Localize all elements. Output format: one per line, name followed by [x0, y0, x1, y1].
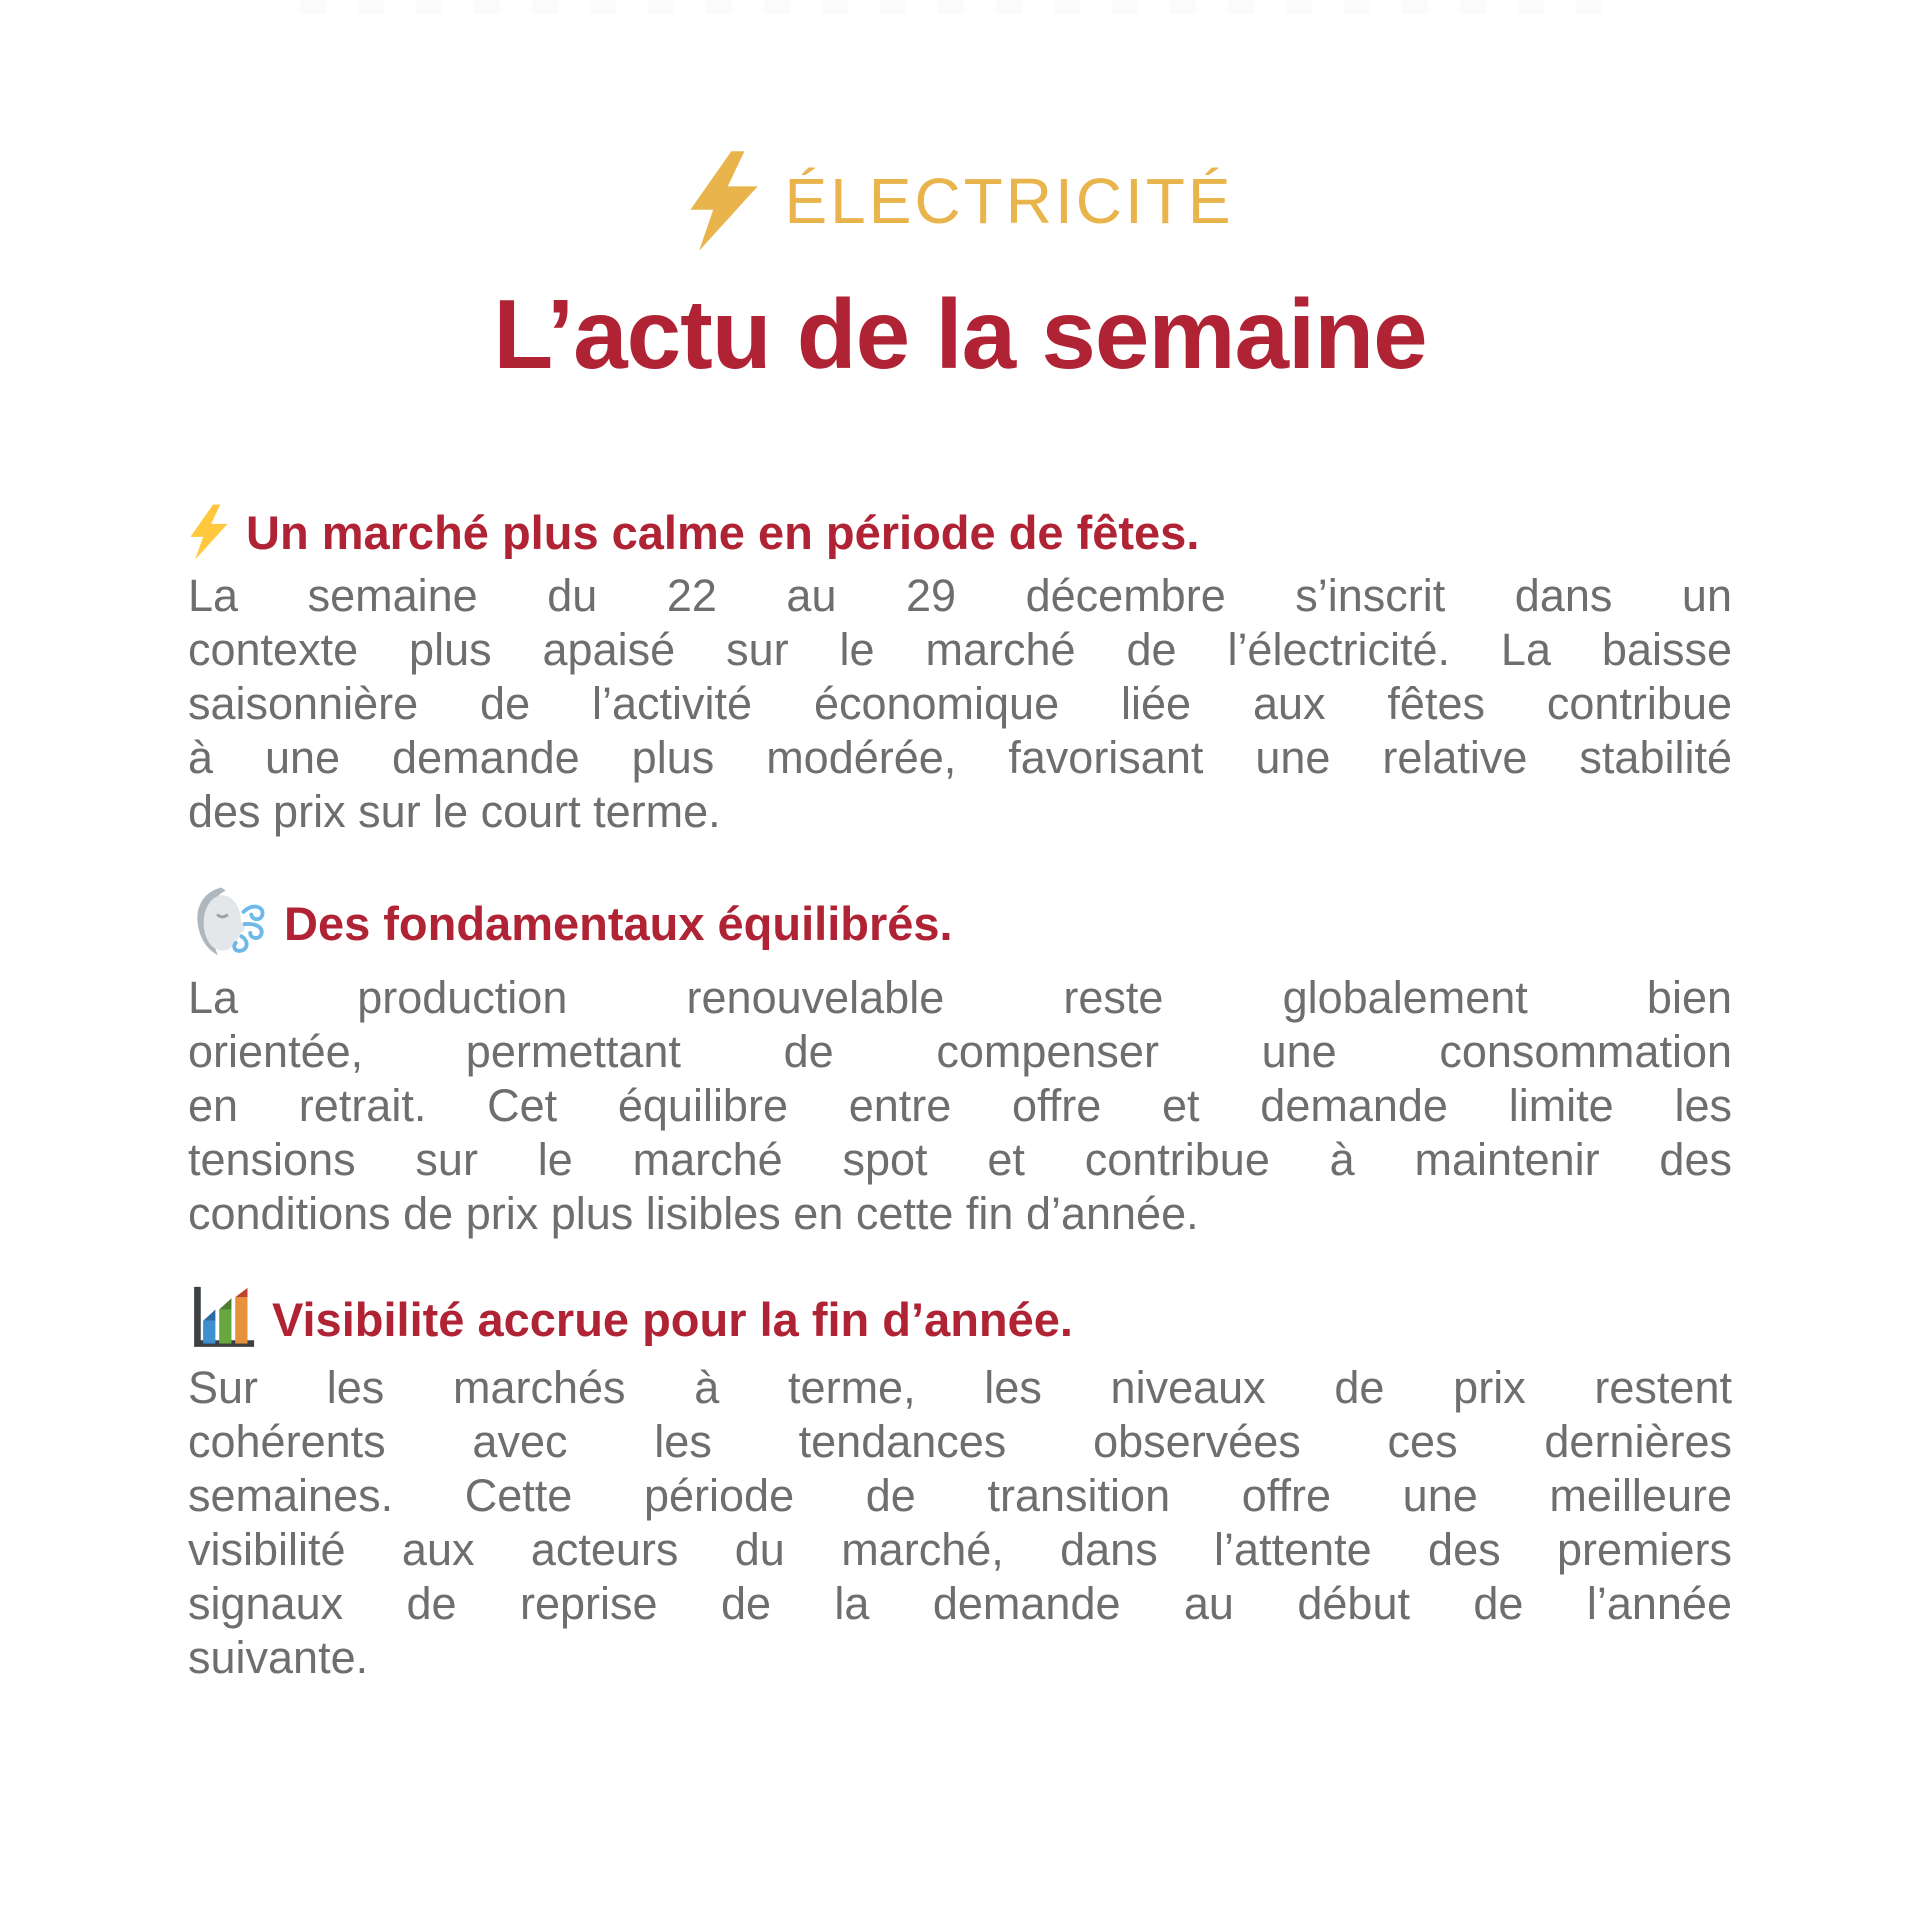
masthead: [0, 0, 1920, 391]
body-text-line: Sur les marchés à terme, les niveaux de prix restent: [188, 1362, 1732, 1413]
body-text-line: des prix sur le court terme.: [188, 786, 721, 837]
top-crop-artifact: [300, 0, 1620, 14]
article-content: [0, 503, 1920, 1685]
high-voltage-icon: [188, 503, 230, 561]
body-text-line: contexte plus apaisé sur le marché de l’électricité. La baisse: [188, 624, 1732, 675]
body-text-line: La production renouvelable reste globalement bien: [188, 972, 1732, 1023]
section-heading-row: [188, 1285, 1732, 1353]
body-text-line: suivante.: [188, 1632, 369, 1683]
body-text-line: orientée, permettant de compenser une consommation: [188, 1026, 1732, 1077]
news-section-visibility: [188, 1285, 1732, 1685]
category-row: [0, 150, 1920, 252]
body-text-line: signaux de reprise de la demande au début de l’année: [188, 1578, 1732, 1629]
bar-chart-increasing-icon: [188, 1285, 256, 1353]
body-text-line: semaines. Cette période de transition offre une meilleure: [188, 1470, 1732, 1521]
body-text-line: cohérents avec les tendances observées ces dernières: [188, 1416, 1732, 1467]
section-heading-row: [188, 503, 1732, 561]
section-heading-row: [188, 883, 1732, 963]
news-section-market-calm: [188, 503, 1732, 839]
page-title: L’actu de la semaine: [493, 279, 1427, 389]
section-heading: Visibilité accrue pour la fin d’année.: [272, 1292, 1073, 1346]
body-text-line: visibilité aux acteurs du marché, dans l’attente des premiers: [188, 1524, 1732, 1575]
body-text-line: en retrait. Cet équilibre entre offre et demande limite les: [188, 1080, 1732, 1131]
body-text-line: saisonnière de l’activité économique liée aux fêtes contribue: [188, 678, 1732, 729]
news-section-fundamentals: [188, 883, 1732, 1241]
lightning-bolt-icon: [686, 150, 762, 252]
wind-face-icon: [188, 883, 268, 963]
body-text-line: conditions de prix plus lisibles en cette fin d’année.: [188, 1188, 1199, 1239]
category-label: ÉLECTRICITÉ: [784, 165, 1234, 237]
section-heading: Des fondamentaux équilibrés.: [284, 896, 953, 950]
body-text-line: tensions sur le marché spot et contribue à maintenir des: [188, 1134, 1732, 1185]
body-text-line: à une demande plus modérée, favorisant une relative stabilité: [188, 732, 1732, 783]
section-heading: Un marché plus calme en période de fêtes.: [246, 505, 1200, 559]
body-text-line: La semaine du 22 au 29 décembre s’inscrit dans un: [188, 570, 1732, 621]
